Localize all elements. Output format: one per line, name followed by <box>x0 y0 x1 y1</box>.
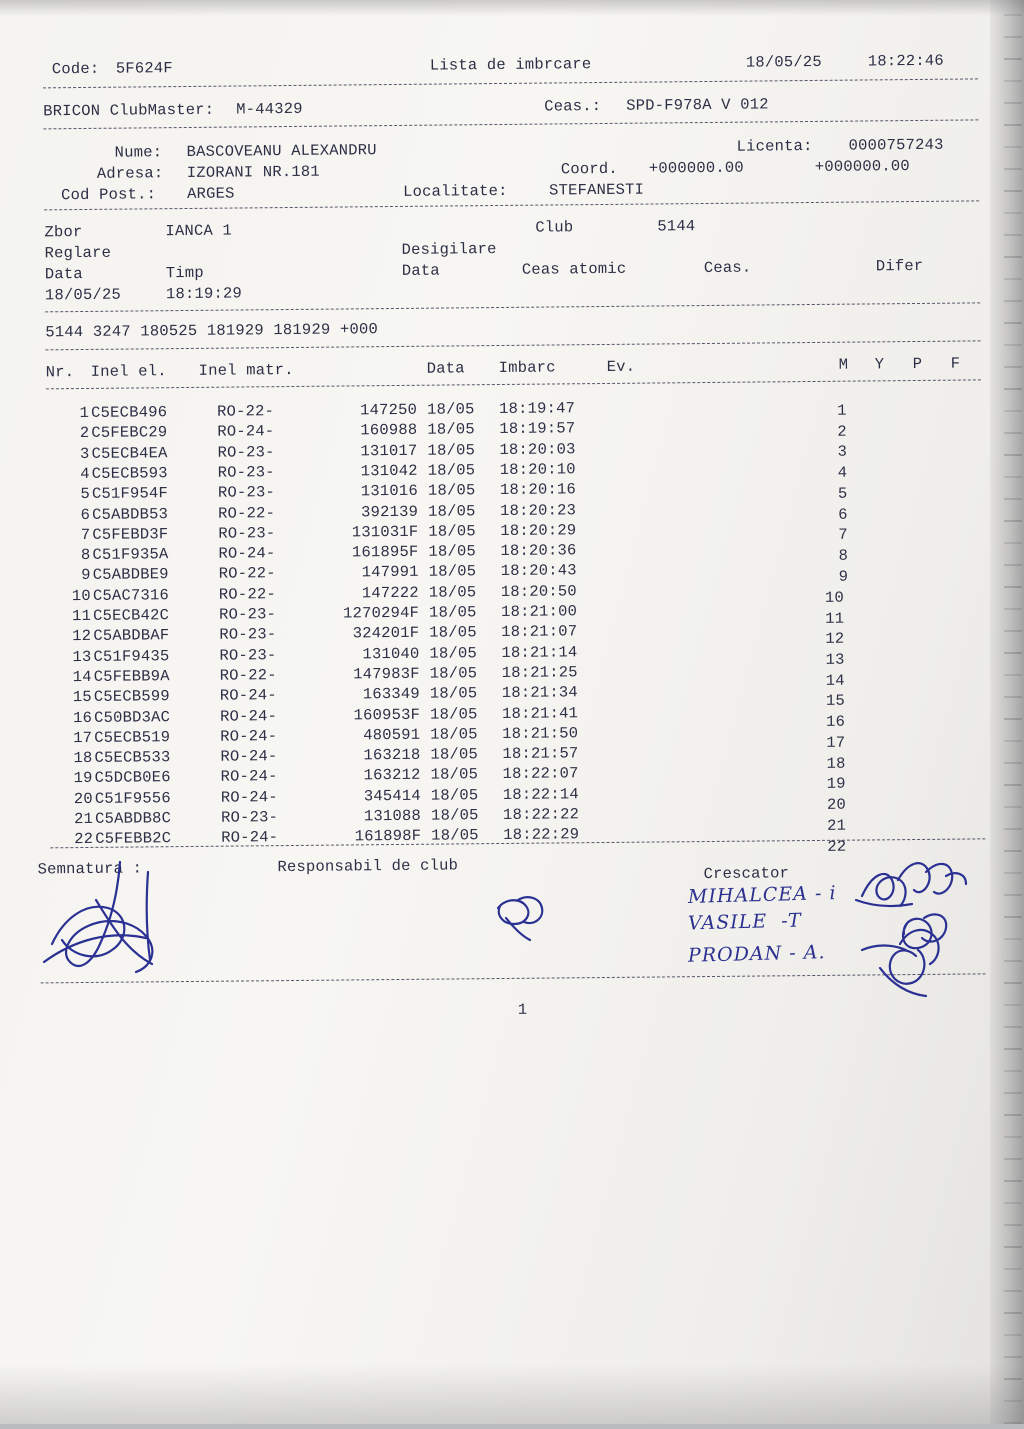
cell-imbarc: 18:21:50 <box>502 724 579 743</box>
cell-matr-prefix: RO-23- <box>218 523 276 543</box>
cell-imbarc: 18:21:57 <box>502 744 579 764</box>
cell-nr: 10 <box>71 586 91 605</box>
cell-data: 18/05 <box>429 643 478 663</box>
cell-matr-num: 163212 <box>363 766 421 785</box>
cell-nr: 13 <box>72 647 92 666</box>
cell-inel-el: C5DCB0E6 <box>94 768 171 788</box>
cell-inel-el: C51F9435 <box>93 646 170 666</box>
cell-matr-num: 160953F <box>353 705 421 724</box>
col-header-inel-el: Inel el. <box>90 362 167 381</box>
cell-data: 18/05 <box>428 542 477 561</box>
cell-imbarc: 18:21:34 <box>501 683 578 703</box>
club-label: Club <box>535 218 574 237</box>
cell-nr: 17 <box>73 728 93 747</box>
cell-nr: 7 <box>80 525 91 544</box>
cell-imbarc: 18:21:41 <box>501 703 579 723</box>
cell-inel-el: C50BD3AC <box>93 707 171 727</box>
document-title: Lista de imbrcare <box>429 55 592 75</box>
cell-matr-num: 147222 <box>361 583 419 603</box>
header-date: 18/05/25 <box>745 52 822 72</box>
cell-ev: 6 <box>838 505 848 524</box>
zbor-value: IANCA 1 <box>165 221 233 241</box>
cell-matr-num: 131088 <box>363 806 422 826</box>
divider-8 <box>41 973 986 983</box>
code-label: Code: <box>51 59 100 79</box>
cell-nr: 22 <box>74 830 94 849</box>
cell-matr-num: 131040 <box>362 644 420 663</box>
cell-data: 18/05 <box>430 765 479 785</box>
cell-nr: 4 <box>80 464 90 483</box>
ceas-atomic-label: Ceas atomic <box>521 259 627 279</box>
cell-nr: 8 <box>80 546 91 565</box>
cell-inel-el: C5ECB42C <box>93 606 170 625</box>
coord-lon: +000000.00 <box>814 157 910 176</box>
cell-data: 18/05 <box>430 725 478 744</box>
cell-data: 18/05 <box>431 826 479 845</box>
cell-matr-prefix: RO-23- <box>217 463 275 482</box>
cell-matr-prefix: RO-22- <box>218 564 276 584</box>
cell-ev: 20 <box>826 795 847 815</box>
cell-data: 18/05 <box>428 522 476 541</box>
signature-label: Semnatura : <box>37 859 143 879</box>
cell-matr-num: 131042 <box>360 461 418 481</box>
cell-imbarc: 18:22:07 <box>502 764 579 784</box>
cell-data: 18/05 <box>427 440 476 460</box>
difer-label: Difer <box>875 256 924 276</box>
cell-matr-num: 163349 <box>362 684 420 704</box>
cell-ev: 7 <box>838 526 848 545</box>
desigilare-data-label: Data <box>401 261 440 280</box>
club-value: 5144 <box>657 217 696 236</box>
cell-ev: 17 <box>826 733 846 752</box>
cell-matr-prefix: RO-23- <box>219 645 277 665</box>
cell-data: 18/05 <box>429 623 477 642</box>
col-header-nr: Nr. <box>45 363 75 382</box>
cell-matr-prefix: RO-24- <box>219 686 277 705</box>
cell-matr-prefix: RO-24- <box>219 706 278 726</box>
cell-imbarc: 18:21:25 <box>501 663 578 682</box>
cell-imbarc: 18:20:23 <box>500 500 577 520</box>
cell-data: 18/05 <box>429 704 478 724</box>
cell-inel-el: C5FEBB2C <box>95 829 172 849</box>
cell-nr: 19 <box>73 769 93 788</box>
cell-matr-num: 345414 <box>363 786 421 806</box>
cell-nr: 3 <box>79 444 90 463</box>
cell-matr-prefix: RO-24- <box>220 767 278 787</box>
cell-matr-prefix: RO-24- <box>220 726 278 746</box>
breeder-label: Crescator <box>703 864 790 884</box>
handwriting-line-3: PRODAN - A. <box>687 941 826 967</box>
cell-matr-num: 161898F <box>354 827 422 846</box>
cell-inel-el: C5ECB533 <box>94 748 171 767</box>
cell-imbarc: 18:20:36 <box>500 541 577 561</box>
cell-nr: 14 <box>72 667 92 687</box>
reglare-timp-label: Timp <box>165 263 204 283</box>
cell-matr-num: 1270294F <box>342 603 420 623</box>
header-time: 18:22:46 <box>867 51 944 71</box>
cell-matr-prefix: RO-22- <box>218 584 276 604</box>
cell-matr-num: 147983F <box>353 664 420 684</box>
cell-data: 18/05 <box>429 684 478 703</box>
cell-nr: 9 <box>81 566 91 585</box>
cell-data: 18/05 <box>428 603 477 622</box>
name-label: Nume: <box>114 143 163 162</box>
cell-ev: 14 <box>825 671 845 690</box>
cell-ev: 15 <box>825 692 846 711</box>
cell-matr-num: 161895F <box>351 542 419 562</box>
locality-label: Localitate: <box>402 181 508 201</box>
name-value: BASCOVEANU ALEXANDRU <box>186 141 377 161</box>
cell-matr-prefix: RO-22- <box>218 503 276 523</box>
cell-ev: 2 <box>837 422 847 441</box>
cell-matr-num: 131016 <box>360 481 418 501</box>
cell-matr-prefix: RO-23- <box>217 483 276 502</box>
licence-value: 0000757243 <box>848 135 944 155</box>
cell-inel-el: C5AC7316 <box>92 585 169 605</box>
cell-matr-prefix: RO-24- <box>217 422 275 442</box>
handwriting-line-1: MIHALCEA - i <box>687 882 837 908</box>
cell-ev: 4 <box>837 463 848 482</box>
col-header-p: P <box>912 354 923 374</box>
cell-nr: 6 <box>80 505 91 524</box>
cell-data: 18/05 <box>427 420 475 439</box>
club-responsible-label: Responsabil de club <box>277 856 459 877</box>
cell-data: 18/05 <box>429 664 478 683</box>
cell-nr: 15 <box>72 688 92 707</box>
cell-data: 18/05 <box>427 400 475 419</box>
col-header-inel-matr: Inel matr. <box>198 360 294 380</box>
cell-matr-prefix: RO-24- <box>218 544 276 563</box>
cell-inel-el: C5FEBC29 <box>91 423 168 443</box>
cell-imbarc: 18:21:00 <box>500 602 578 621</box>
cell-data: 18/05 <box>428 582 477 602</box>
cell-imbarc: 18:20:50 <box>500 581 577 601</box>
cell-nr: 12 <box>72 627 92 646</box>
code-value: 5F624F <box>115 59 173 78</box>
cell-imbarc: 18:19:47 <box>499 399 576 419</box>
cell-matr-prefix: RO-24- <box>220 747 278 766</box>
cell-inel-el: C5ABDB53 <box>92 504 169 524</box>
locality-value: STEFANESTI <box>548 180 645 200</box>
cell-inel-el: C5ABDBAF <box>93 626 170 646</box>
cell-inel-el: C5ABDB8C <box>94 809 172 828</box>
cell-ev: 9 <box>838 567 849 586</box>
cell-matr-num: 147250 <box>360 400 418 420</box>
flight-summary-line: 5144 3247 180525 181929 181929 +000 <box>45 320 379 342</box>
col-header-y: Y <box>874 355 885 374</box>
cell-imbarc: 18:22:29 <box>503 825 580 845</box>
cell-matr-prefix: RO-23- <box>219 625 277 644</box>
col-header-data: Data <box>426 359 465 378</box>
cell-imbarc: 18:21:14 <box>501 642 578 662</box>
postcode-label: Cod Post.: <box>60 185 157 205</box>
cell-imbarc: 18:20:16 <box>499 480 577 500</box>
divider-2 <box>43 119 978 129</box>
cell-matr-prefix: RO-24- <box>221 828 279 847</box>
divider-3 <box>44 200 979 210</box>
cell-matr-prefix: RO-23- <box>220 808 279 827</box>
col-header-f: F <box>950 354 961 373</box>
cell-nr: 5 <box>80 485 91 504</box>
cell-matr-num: 131017 <box>360 441 418 460</box>
cell-ev: 1 <box>837 401 847 420</box>
cell-data: 18/05 <box>430 785 479 805</box>
divider-1 <box>43 78 978 88</box>
cell-nr: 1 <box>79 403 90 423</box>
cell-nr: 2 <box>79 424 90 443</box>
cell-ev: 3 <box>837 443 848 462</box>
cell-ev: 18 <box>826 754 846 773</box>
cell-data: 18/05 <box>427 481 476 500</box>
cell-matr-prefix: RO-23- <box>217 442 275 462</box>
handwriting-line-2: VASILE -T <box>687 909 802 935</box>
device-value: M-44329 <box>236 99 303 119</box>
cell-ev: 11 <box>825 609 845 628</box>
cell-data: 18/05 <box>428 562 477 582</box>
cell-nr: 21 <box>73 809 94 829</box>
cell-data: 18/05 <box>428 501 476 521</box>
cell-imbarc: 18:22:22 <box>502 805 580 824</box>
cell-imbarc: 18:20:29 <box>500 521 577 540</box>
cell-ev: 12 <box>825 629 845 649</box>
cell-nr: 20 <box>73 789 93 808</box>
cell-data: 18/05 <box>430 806 479 825</box>
coord-lat: +000000.00 <box>648 158 744 178</box>
clock-value: SPD-F978A V 012 <box>626 95 769 115</box>
col-header-ev: Ev. <box>606 357 636 376</box>
cell-matr-prefix: RO-24- <box>220 787 278 807</box>
cell-matr-num: 147991 <box>361 563 419 582</box>
coord-label: Coord. <box>560 159 618 179</box>
cell-imbarc: 18:19:57 <box>499 419 576 439</box>
page-number: 1 <box>517 1000 528 1019</box>
cell-matr-prefix: RO-22- <box>217 402 275 421</box>
desigilare-label: Desigilare <box>401 240 497 259</box>
cell-inel-el: C51F954F <box>91 484 169 504</box>
cell-data: 18/05 <box>427 461 476 480</box>
cell-imbarc: 18:22:14 <box>502 784 579 804</box>
cell-imbarc: 18:20:43 <box>500 561 577 581</box>
cell-matr-num: 480591 <box>363 725 421 745</box>
cell-inel-el: C5ECB519 <box>94 727 171 747</box>
cell-inel-el: C51F935A <box>92 545 169 565</box>
clock-label: Ceas.: <box>544 97 602 116</box>
licence-label: Licenta: <box>736 136 813 156</box>
reglare-label: Reglare <box>44 243 112 263</box>
cell-inel-el: C5ECB496 <box>91 403 168 422</box>
col-header-m: M <box>838 355 849 374</box>
address-label: Adresa: <box>96 164 164 183</box>
cell-inel-el: C5ABDBE9 <box>92 565 169 585</box>
cell-ev: 21 <box>827 816 847 835</box>
cell-imbarc: 18:21:07 <box>501 622 578 642</box>
divider-6 <box>46 379 981 389</box>
cell-imbarc: 18:20:03 <box>499 439 576 459</box>
cell-inel-el: C5ECB4EA <box>91 443 168 463</box>
cell-inel-el: C51F9556 <box>94 788 171 808</box>
cell-matr-prefix: RO-23- <box>219 605 277 624</box>
cell-matr-num: 131031F <box>351 522 419 542</box>
cell-ev: 5 <box>837 484 848 503</box>
cell-ev: 19 <box>826 775 846 794</box>
col-header-imbarc: Imbarc <box>498 358 556 378</box>
reglare-timp-value: 18:19:29 <box>165 284 243 304</box>
zbor-label: Zbor <box>44 222 83 242</box>
reglare-data-value: 18/05/25 <box>44 285 122 305</box>
cell-matr-num: 392139 <box>361 502 419 521</box>
cell-matr-num: 324201F <box>352 624 420 643</box>
cell-matr-num: 160988 <box>360 421 418 440</box>
cell-ev: 8 <box>838 546 849 565</box>
divider-5 <box>46 340 981 350</box>
cell-inel-el: C5ECB593 <box>91 464 168 483</box>
cell-ev: 10 <box>824 588 845 607</box>
address-value: IZORANI NR.181 <box>186 162 320 182</box>
cell-ev: 16 <box>826 712 846 732</box>
cell-nr: 16 <box>72 708 93 727</box>
postcode-value: ARGES <box>186 184 235 203</box>
cell-matr-num: 163218 <box>363 745 421 765</box>
reglare-data-label: Data <box>44 264 83 284</box>
cell-nr: 11 <box>71 606 92 626</box>
cell-inel-el: C5ECB599 <box>93 687 170 707</box>
cell-inel-el: C5FEBB9A <box>93 667 170 686</box>
cell-inel-el: C5FEBD3F <box>92 524 169 544</box>
cell-nr: 18 <box>73 749 93 768</box>
device-label: BRICON ClubMaster: <box>43 100 215 121</box>
cell-matr-prefix: RO-22- <box>219 666 277 685</box>
cell-ev: 13 <box>825 650 845 669</box>
cell-ev: 22 <box>827 837 847 856</box>
cell-imbarc: 18:20:10 <box>499 460 576 479</box>
cell-data: 18/05 <box>430 745 479 764</box>
ceas-label: Ceas. <box>703 258 752 278</box>
